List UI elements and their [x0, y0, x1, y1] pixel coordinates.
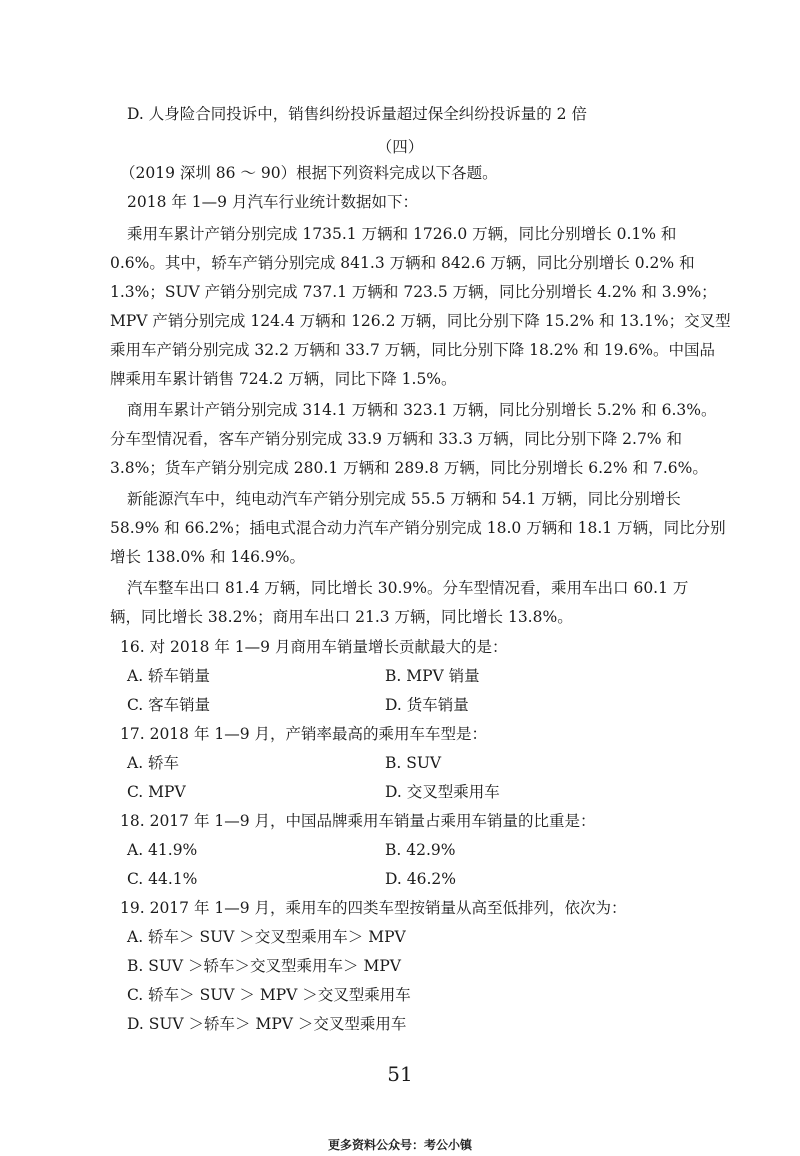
option-b: B. 42.9%: [385, 841, 456, 859]
option-d: D. 交叉型乘用车: [385, 783, 500, 801]
paragraph-line: 乘用车产销分别完成 32.2 万辆和 33.7 万辆，同比分别下降 18.2% 和 19.6%。中国品: [110, 341, 715, 359]
option-a: A. 轿车: [127, 754, 180, 772]
paragraph-line: 辆，同比增长 38.2%；商用车出口 21.3 万辆，同比增长 13.8%。: [110, 608, 573, 626]
option-a: A. 轿车销量: [127, 667, 211, 685]
question-stem: 18. 2017 年 1—9 月，中国品牌乘用车销量占乘用车销量的比重是：: [120, 812, 596, 830]
option-b: B. SUV: [385, 754, 442, 772]
intro: （2019 深圳 86 ～ 90）根据下列资料完成以下各题。: [120, 164, 498, 182]
option-d: D. 货车销量: [385, 696, 469, 714]
page-number: 51: [387, 1062, 413, 1086]
paragraph-line: 牌乘用车累计销售 724.2 万辆，同比下降 1.5%。: [110, 370, 457, 388]
question-stem: 19. 2017 年 1—9 月，乘用车的四类车型按销量从高至低排列，依次为：: [120, 899, 627, 917]
question-stem: 17. 2018 年 1—9 月，产销率最高的乘用车车型是：: [120, 725, 488, 743]
paragraph-line: 分车型情况看，客车产销分别完成 33.9 万辆和 33.3 万辆，同比分别下降 2.7% 和: [110, 430, 682, 448]
paragraph-line: 商用车累计产销分别完成 314.1 万辆和 323.1 万辆，同比分别增长 5.2% 和 6.3%。: [127, 401, 717, 419]
paragraph-line: 1.3%；SUV 产销分别完成 737.1 万辆和 723.5 万辆，同比分别增长 4.2% 和 3.9%；: [110, 283, 717, 301]
option-b: B. SUV ＞轿车＞交叉型乘用车＞ MPV: [127, 957, 401, 975]
option-d: D. 46.2%: [385, 870, 456, 888]
paragraph-line: 3.8%；货车产销分别完成 280.1 万辆和 289.8 万辆，同比分别增长 6.2% 和 7.6%。: [110, 459, 708, 477]
lead-sentence: 2018 年 1—9 月汽车行业统计数据如下：: [127, 193, 418, 211]
previous-option-d: D. 人身险合同投诉中，销售纠纷投诉量超过保全纠纷投诉量的 2 倍: [127, 105, 587, 123]
option-c: C. 44.1%: [127, 870, 198, 888]
paragraph-line: 乘用车累计产销分别完成 1735.1 万辆和 1726.0 万辆，同比分别增长 0.1% 和: [127, 225, 677, 243]
option-b: B. MPV 销量: [385, 667, 480, 685]
paragraph-line: 58.9% 和 66.2%；插电式混合动力汽车产销分别完成 18.0 万辆和 18.1 万辆，同比分别: [110, 519, 726, 537]
option-c: C. 客车销量: [127, 696, 211, 714]
paragraph-line: 汽车整车出口 81.4 万辆，同比增长 30.9%。分车型情况看，乘用车出口 60.1 万: [127, 579, 689, 597]
option-c: C. 轿车＞ SUV ＞ MPV ＞交叉型乘用车: [127, 986, 411, 1004]
option-d: D. SUV ＞轿车＞ MPV ＞交叉型乘用车: [127, 1015, 407, 1033]
paragraph-line: 0.6%。其中，轿车产销分别完成 841.3 万辆和 842.6 万辆，同比分别增长 0.2% 和: [110, 254, 695, 272]
footer-note: 更多资料公众号：考公小镇: [327, 1138, 472, 1152]
question-stem: 16. 对 2018 年 1—9 月商用车销量增长贡献最大的是：: [120, 638, 508, 656]
paragraph-line: MPV 产销分别完成 124.4 万辆和 126.2 万辆，同比分别下降 15.2% 和 13.1%；交叉型: [110, 312, 731, 330]
option-c: C. MPV: [127, 783, 186, 801]
option-a: A. 轿车＞ SUV ＞交叉型乘用车＞ MPV: [127, 928, 406, 946]
paragraph-line: 新能源汽车中，纯电动汽车产销分别完成 55.5 万辆和 54.1 万辆，同比分别增长: [127, 490, 681, 508]
option-a: A. 41.9%: [127, 841, 198, 859]
paragraph-line: 增长 138.0% 和 146.9%。: [110, 548, 305, 566]
section-title: （四）: [376, 138, 424, 156]
